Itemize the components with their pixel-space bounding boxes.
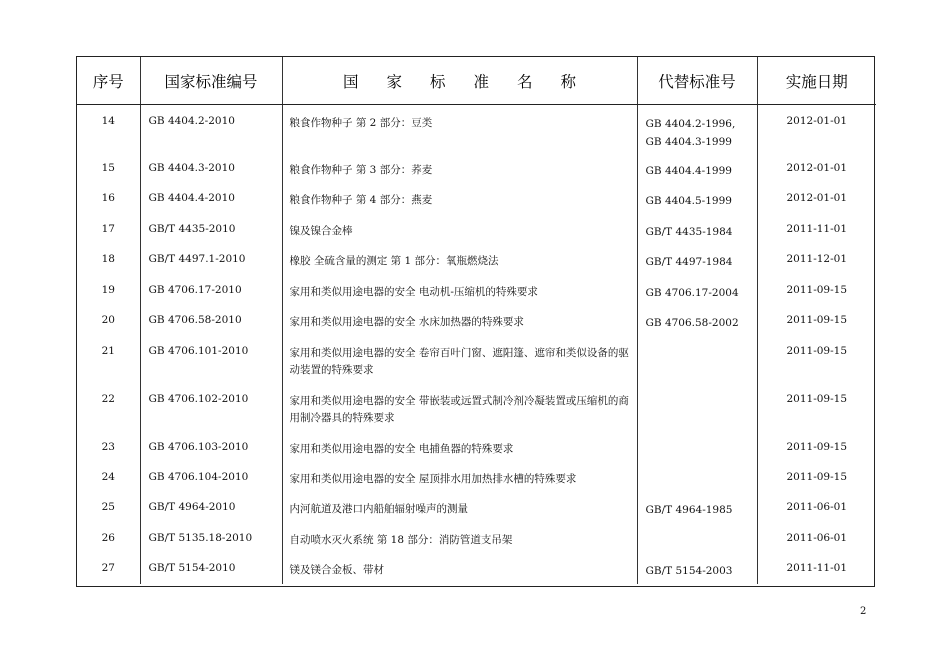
row-replaced — [637, 183, 757, 214]
replaced-code: GB 4706.58-2002 — [645, 316, 739, 329]
row-date: 2011-09-15 — [786, 344, 848, 357]
table-row — [77, 244, 876, 275]
row-date: 2011-11-01 — [786, 561, 848, 574]
header-name-char: 国 — [342, 72, 359, 91]
row-date: 2011-09-15 — [786, 313, 848, 326]
header-seq: 序号 — [77, 57, 140, 105]
row-code: GB 4706.102-2010 — [140, 384, 282, 432]
row-code: GB/T 5154-2010 — [140, 553, 282, 584]
row-seq: 24 — [77, 462, 140, 492]
row-replaced — [637, 432, 757, 462]
row-code: GB 4404.3-2010 — [140, 153, 282, 183]
row-name: 粮食作物种子 第 2 部分：豆类 — [282, 105, 637, 153]
row-date: 2011-09-15 — [786, 470, 848, 483]
row-seq: 23 — [77, 432, 140, 462]
row-name: 家用和类似用途电器的安全 水床加热器的特殊要求 — [282, 305, 637, 336]
row-replaced — [637, 244, 757, 275]
row-name: 粮食作物种子 第 4 部分：燕麦 — [282, 183, 637, 214]
table-row — [77, 105, 876, 153]
table-header-row — [77, 57, 876, 105]
table-row — [77, 553, 876, 584]
row-code: GB 4706.104-2010 — [140, 462, 282, 492]
row-name: 自动喷水灭火系统 第 18 部分：消防管道支吊架 — [282, 523, 637, 553]
table-row — [77, 492, 876, 523]
header-name — [282, 57, 637, 105]
replaced-code: GB/T 5154-2003 — [645, 564, 733, 577]
header-code: 国家标准编号 — [140, 57, 282, 105]
row-code: GB 4706.101-2010 — [140, 336, 282, 384]
row-date: 2011-09-15 — [786, 440, 848, 453]
row-name: 镍及镍合金棒 — [282, 214, 637, 244]
row-code: GB 4404.2-2010 — [140, 105, 282, 153]
row-name: 家用和类似用途电器的安全 电动机-压缩机的特殊要求 — [282, 275, 637, 305]
row-date: 2011-09-15 — [786, 392, 848, 405]
standards-table-frame — [76, 56, 875, 587]
row-seq: 22 — [77, 384, 140, 432]
table-row — [77, 462, 876, 492]
row-replaced — [637, 462, 757, 492]
row-replaced — [637, 553, 757, 584]
row-seq: 25 — [77, 492, 140, 523]
row-code: GB 4706.17-2010 — [140, 275, 282, 305]
row-code: GB 4404.4-2010 — [140, 183, 282, 214]
table-row — [77, 153, 876, 183]
table-row — [77, 275, 876, 305]
header-name-char: 称 — [560, 72, 577, 91]
row-code: GB 4706.58-2010 — [140, 305, 282, 336]
row-seq: 18 — [77, 244, 140, 275]
replaced-code: GB 4404.5-1999 — [645, 194, 732, 207]
table-row — [77, 305, 876, 336]
row-name: 橡胶 全硫含量的测定 第 1 部分：氧瓶燃烧法 — [282, 244, 637, 275]
replaced-code: GB 4404.2-1996, — [645, 118, 736, 130]
row-code: GB/T 5135.18-2010 — [140, 523, 282, 553]
row-replaced — [637, 153, 757, 183]
table-row — [77, 432, 876, 462]
row-replaced — [637, 492, 757, 523]
table-row — [77, 384, 876, 432]
header-replaced: 代替标准号 — [637, 57, 757, 105]
table-row — [77, 336, 876, 384]
row-name: 粮食作物种子 第 3 部分：荞麦 — [282, 153, 637, 183]
row-name: 家用和类似用途电器的安全 带嵌装或远置式制冷剂冷凝装置或压缩机的商用制冷器具的特殊要求 — [282, 384, 637, 432]
row-seq: 21 — [77, 336, 140, 384]
row-seq: 14 — [77, 105, 140, 153]
row-code: GB/T 4435-2010 — [140, 214, 282, 244]
header-date: 实施日期 — [757, 57, 876, 105]
row-replaced — [637, 336, 757, 384]
row-name: 家用和类似用途电器的安全 电捕鱼器的特殊要求 — [282, 432, 637, 462]
row-replaced — [637, 105, 757, 153]
row-seq: 26 — [77, 523, 140, 553]
row-replaced — [637, 214, 757, 244]
header-name-char: 准 — [473, 72, 490, 91]
header-name-char: 标 — [429, 72, 446, 91]
row-code: GB 4706.103-2010 — [140, 432, 282, 462]
page-number: 2 — [860, 606, 867, 617]
row-seq: 27 — [77, 553, 140, 584]
row-name: 家用和类似用途电器的安全 屋顶排水用加热排水槽的特殊要求 — [282, 462, 637, 492]
standards-table — [77, 57, 876, 584]
row-replaced — [637, 275, 757, 305]
table-row — [77, 183, 876, 214]
replaced-code: GB/T 4435-1984 — [645, 225, 733, 238]
row-replaced — [637, 384, 757, 432]
header-name-char: 家 — [386, 72, 402, 91]
table-body — [77, 105, 876, 584]
row-date: 2011-11-01 — [786, 222, 848, 235]
row-date: 2011-09-15 — [786, 283, 848, 296]
replaced-code: GB 4404.3-1999 — [645, 136, 732, 148]
replaced-code: GB/T 4964-1985 — [645, 503, 733, 516]
row-seq: 15 — [77, 153, 140, 183]
row-date: 2011-12-01 — [786, 252, 848, 265]
row-date: 2011-06-01 — [786, 531, 848, 544]
row-seq: 17 — [77, 214, 140, 244]
table-row — [77, 523, 876, 553]
row-date: 2011-06-01 — [786, 500, 848, 513]
replaced-code: GB 4706.17-2004 — [645, 286, 739, 299]
row-name: 镁及镁合金板、带材 — [282, 553, 637, 584]
replaced-code: GB/T 4497-1984 — [645, 255, 733, 268]
row-seq: 19 — [77, 275, 140, 305]
row-name: 内河航道及港口内船舶辐射噪声的测量 — [282, 492, 637, 523]
row-name: 家用和类似用途电器的安全 卷帘百叶门窗、遮阳篷、遮帘和类似设备的驱动装置的特殊要求 — [282, 336, 637, 384]
row-seq: 20 — [77, 305, 140, 336]
row-code: GB/T 4497.1-2010 — [140, 244, 282, 275]
row-replaced — [637, 523, 757, 553]
table-row — [77, 214, 876, 244]
replaced-code: GB 4404.4-1999 — [645, 164, 732, 177]
header-name-char: 名 — [517, 72, 533, 91]
row-date: 2012-01-01 — [786, 161, 848, 174]
row-date: 2012-01-01 — [786, 115, 848, 127]
row-code: GB/T 4964-2010 — [140, 492, 282, 523]
row-date: 2012-01-01 — [786, 191, 848, 204]
row-seq: 16 — [77, 183, 140, 214]
row-replaced — [637, 305, 757, 336]
